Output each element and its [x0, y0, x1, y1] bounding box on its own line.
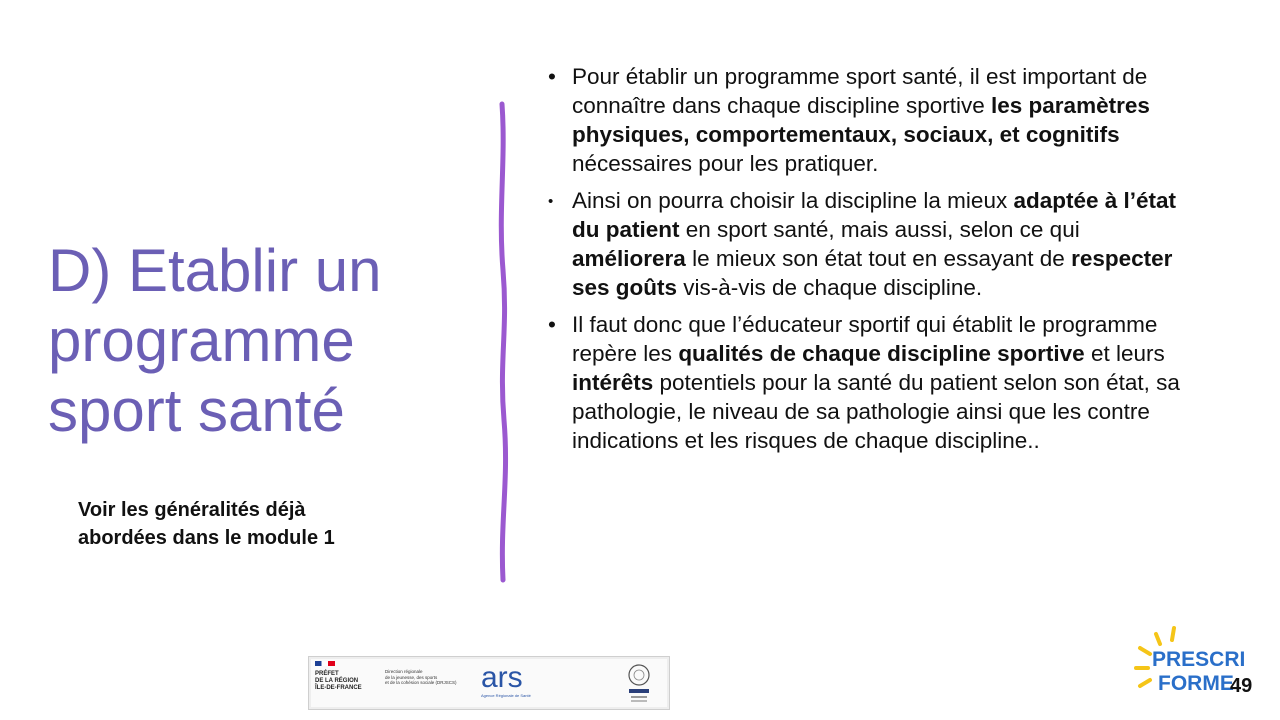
bullet-emphasis: respecter ses goûts: [572, 246, 1173, 300]
prefet-text: ÎLE-DE-FRANCE: [315, 685, 362, 691]
page-number: 49: [1230, 675, 1253, 697]
sun-icon: [1134, 626, 1244, 702]
bullet-text: le mieux son état tout en essayant de: [685, 246, 1072, 271]
bullet-text: nécessaires pour les pratiquer.: [572, 151, 879, 176]
bullet-text: Il faut donc que l’éducateur sportif qui établit le programme repère les: [572, 312, 1158, 366]
prefet-logo: [315, 661, 379, 705]
bullet-emphasis: intérêts: [572, 370, 654, 395]
ars-logo: [481, 663, 551, 703]
olympic-committee-logo-icon: [621, 661, 657, 705]
bullet-emphasis: qualités de chaque discipline sportive: [678, 341, 1085, 366]
partner-logos-banner: [308, 656, 670, 710]
note-line: abordées dans le module 1: [78, 527, 335, 549]
title-line: programme: [48, 307, 355, 374]
bullet-list: [548, 62, 1188, 463]
bullet-text: Pour établir un programme sport santé, il est important de connaître dans chaque discipline sportive: [572, 64, 1148, 118]
prescri-text: PRESCRI’: [1152, 648, 1244, 671]
bullet-text: potentiels pour la santé du patient selon son état, sa pathologie, le niveau de sa pathologie ainsi que les contre indications et les risques de chaque discipline..: [572, 370, 1180, 453]
vertical-divider: [490, 100, 520, 584]
bullet-emphasis: améliorera: [572, 246, 686, 271]
forme-text: FORME: [1158, 672, 1234, 695]
prefet-text: PRÉFET: [315, 671, 339, 677]
marianne-flag-icon: [315, 661, 335, 666]
bullet-marker: •: [548, 312, 556, 337]
module-note: [78, 496, 418, 552]
prescri-forme-logo: [1134, 626, 1244, 702]
drjscs-logo: [385, 669, 465, 686]
bullet-marker: •: [548, 193, 554, 210]
bullet-emphasis: adaptée à l’état du patient: [572, 188, 1177, 242]
bullet-item: [548, 62, 1188, 178]
title-line: D) Etablir un: [48, 237, 382, 304]
bullet-item: [548, 186, 1188, 302]
bullet-text: vis-à-vis de chaque discipline.: [677, 275, 983, 300]
drjscs-text: Direction régionale: [385, 669, 423, 674]
drjscs-text: et de la cohésion sociale (DRJSCS): [385, 680, 457, 685]
prefet-text: DE LA RÉGION: [315, 678, 359, 684]
title-line: sport santé: [48, 377, 345, 444]
note-line: Voir les généralités déjà: [78, 499, 306, 521]
ars-wordmark: ars: [481, 661, 523, 694]
ars-subtitle: Agence Régionale de Santé: [481, 693, 531, 698]
bullet-emphasis: les paramètres physiques, comportementaux, sociaux, et cognitifs: [572, 93, 1150, 147]
bullet-text: et leurs: [1084, 341, 1165, 366]
bullet-marker: •: [548, 64, 556, 89]
bullet-item: [548, 310, 1188, 455]
drjscs-text: de la jeunesse, des sports: [385, 674, 438, 680]
bullet-text: Ainsi on pourra choisir la discipline la mieux: [572, 188, 1014, 213]
slide-title: [48, 236, 468, 446]
bullet-text: en sport santé, mais aussi, selon ce qui: [679, 217, 1080, 242]
